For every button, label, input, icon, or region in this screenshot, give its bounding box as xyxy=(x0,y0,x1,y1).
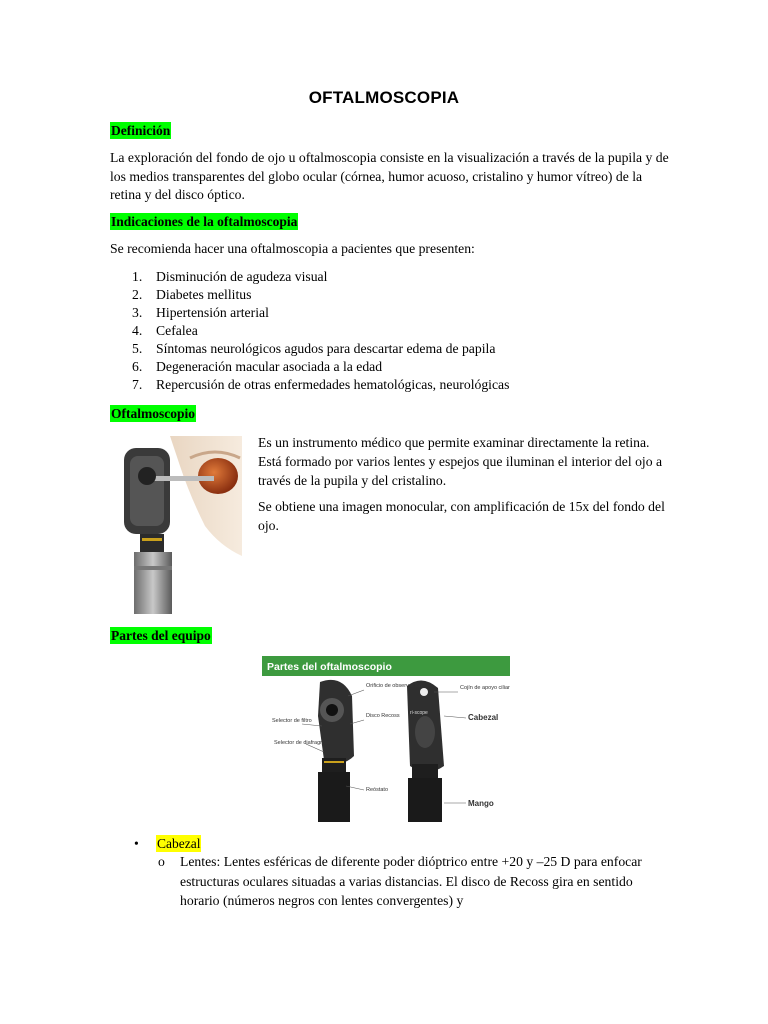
label-selector-diafragmas: Selector de diafragmas xyxy=(274,740,331,746)
list-number: 6. xyxy=(132,359,143,374)
list-item xyxy=(110,304,670,322)
leader-selector-filtro xyxy=(302,724,322,726)
heading-oftalmoscopio: Oftalmoscopio xyxy=(111,406,195,421)
list-item xyxy=(110,376,670,394)
list-item xyxy=(110,340,670,358)
definicion-paragraph: La exploración del fondo de ojo u oftalmoscopia consiste en la visualización a través de la pupila y de los medios transparentes del globo ocular (córnea, humor acuoso, cristalino y humor vítreo) de la retina y del disco óptico. xyxy=(110,150,669,202)
label-cabezal: Cabezal xyxy=(468,713,499,722)
list-text: Degeneración macular asociada a la edad xyxy=(156,359,383,374)
list-text: Disminución de agudeza visual xyxy=(156,269,328,284)
list-number: 3. xyxy=(132,305,143,320)
left-head-shape xyxy=(318,680,354,763)
heading-indicaciones: Indicaciones de la oftalmoscopia xyxy=(111,214,298,229)
list-item xyxy=(110,358,670,376)
right-dial-shape xyxy=(415,716,435,748)
label-orificio: Orificio de observación xyxy=(366,683,422,689)
list-text: Cefalea xyxy=(156,323,198,338)
sub-bullet-text: Lentes: Lentes esféricas de diferente poder dióptrico entre +20 y –25 D para enfocar estructuras oculares situadas a varias distancias. El disco de Recoss gira en sentido horario (números negros con lentes convergentes) y xyxy=(180,854,642,908)
bullet-cabezal: Cabezal xyxy=(157,836,201,851)
label-reostato: Reóstato xyxy=(366,787,389,793)
heading-definicion: Definición xyxy=(111,123,171,138)
label-cojin: Cojín de apoyo ciliar xyxy=(460,685,510,691)
brand-label: ri-scope xyxy=(410,710,428,716)
sub-bullet-marker: o xyxy=(158,854,165,869)
list-number: 4. xyxy=(132,323,143,338)
left-neck-ring xyxy=(324,761,344,763)
list-number: 5. xyxy=(132,341,143,356)
list-item xyxy=(110,322,670,340)
indicaciones-intro: Se recomienda hacer una oftalmoscopia a pacientes que presenten: xyxy=(110,241,475,256)
document-title: OFTALMOSCOPIA xyxy=(308,88,460,107)
bullet-marker: • xyxy=(134,836,139,851)
right-handle-shape xyxy=(408,778,442,822)
list-item xyxy=(110,268,670,286)
right-neck-shape xyxy=(412,764,438,778)
right-window xyxy=(420,688,428,696)
list-item xyxy=(110,286,670,304)
list-text: Repercusión de otras enfermedades hematológicas, neurológicas xyxy=(156,377,510,392)
left-lens-center xyxy=(326,704,338,716)
leader-cabezal xyxy=(444,716,466,718)
indicaciones-list xyxy=(110,268,670,394)
list-number: 1. xyxy=(132,269,143,284)
list-text: Diabetes mellitus xyxy=(156,287,252,302)
oftalmoscopio-paragraph-2: Se obtiene una imagen monocular, con amplificación de 15x del fondo del ojo. xyxy=(258,499,665,533)
left-neck-shape xyxy=(322,758,346,772)
left-handle-shape xyxy=(318,772,350,822)
heading-partes: Partes del equipo xyxy=(111,628,211,643)
list-text: Síntomas neurológicos agudos para descartar edema de papila xyxy=(156,341,496,356)
oftalmoscopio-paragraph-1: Es un instrumento médico que permite examinar directamente la retina. Está formado por varios lentes y espejos que iluminan el interior del ojo a través de la pupila y del cristalino. xyxy=(258,435,663,488)
label-disco: Disco Recoss xyxy=(366,713,400,719)
list-number: 7. xyxy=(132,377,143,392)
parts-figure xyxy=(262,656,510,822)
list-text: Hipertensión arterial xyxy=(156,305,269,320)
ophthalmoscope-photo xyxy=(110,436,242,614)
label-mango: Mango xyxy=(468,799,494,808)
list-number: 2. xyxy=(132,287,143,302)
label-selector-filtro: Selector de filtro xyxy=(272,718,312,724)
figure-title: Partes del oftalmoscopio xyxy=(267,661,392,673)
